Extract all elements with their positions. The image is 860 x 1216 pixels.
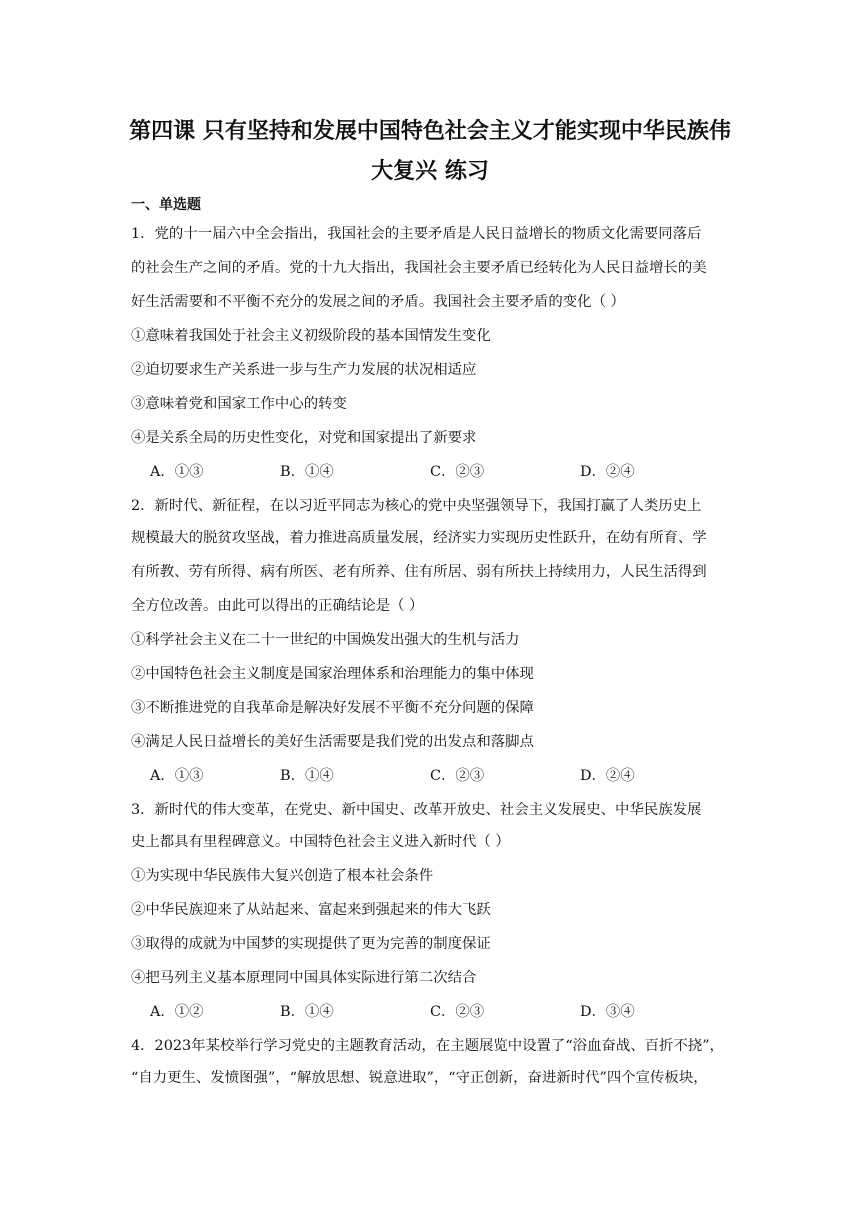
question-text-line: 1．党的十一届六中全会指出，我国社会的主要矛盾是人民日益增长的物质文化需要同落后 <box>131 226 702 242</box>
statement-2: ②中国特色社会主义制度是国家治理体系和治理能力的集中体现 <box>131 666 534 682</box>
statement-4: ④满足人民日益增长的美好生活需要是我们党的出发点和落脚点 <box>131 734 534 750</box>
question-text-line: 史上都具有里程碑意义。中国特色社会主义进入新时代（ ） <box>131 834 510 850</box>
section-heading: 一、单选题 <box>131 197 201 213</box>
option-a[interactable]: A．①③ <box>150 464 204 480</box>
question-text-line: 的社会生产之间的矛盾。党的十九大指出，我国社会主要矛盾已经转化为人民日益增长的美 <box>131 260 707 276</box>
option-b[interactable]: B．①④ <box>280 464 334 480</box>
statement-1: ①意味着我国处于社会主义初级阶段的基本国情发生变化 <box>131 328 491 344</box>
page-title-line-1: 第四课 只有坚持和发展中国特色社会主义才能实现中华民族伟 <box>129 119 731 144</box>
option-b[interactable]: B．①④ <box>280 768 334 784</box>
option-c[interactable]: C．②③ <box>430 464 485 480</box>
question-text-line: 规模最大的脱贫攻坚战，着力推进高质量发展，经济实力实现历史性跃升，在幼有所育、学 <box>131 530 707 546</box>
question-text-line: 4．2023年某校举行学习党史的主题教育活动，在主题展览中设置了“浴血奋战、百折不挠”， <box>131 1038 724 1054</box>
option-a[interactable]: A．①③ <box>150 768 204 784</box>
page-title-line-2: 大复兴 练习 <box>371 159 489 184</box>
option-d[interactable]: D．③④ <box>580 1004 635 1020</box>
option-b[interactable]: B．①④ <box>280 1004 334 1020</box>
option-d[interactable]: D．②④ <box>580 768 635 784</box>
question-text-line: 全方位改善。由此可以得出的正确结论是（ ） <box>131 598 424 614</box>
option-c[interactable]: C．②③ <box>430 768 485 784</box>
statement-1: ①科学社会主义在二十一世纪的中国焕发出强大的生机与活力 <box>131 632 520 648</box>
question-text-line: 好生活需要和不平衡不充分的发展之间的矛盾。我国社会主要矛盾的变化（ ） <box>131 294 625 310</box>
question-text-line: 3．新时代的伟大变革，在党史、新中国史、改革开放史、社会主义发展史、中华民族发展 <box>131 802 702 818</box>
question-text-line: 有所教、劳有所得、病有所医、老有所养、住有所居、弱有所扶上持续用力，人民生活得到 <box>131 564 707 580</box>
statement-4: ④是关系全局的历史性变化，对党和国家提出了新要求 <box>131 430 477 446</box>
question-text-line: 2．新时代、新征程，在以习近平同志为核心的党中央坚强领导下，我国打赢了人类历史上 <box>131 498 702 514</box>
statement-4: ④把马列主义基本原理同中国具体实际进行第二次结合 <box>131 970 477 986</box>
statement-2: ②迫切要求生产关系进一步与生产力发展的状况相适应 <box>131 362 477 378</box>
statement-3: ③不断推进党的自我革命是解决好发展不平衡不充分问题的保障 <box>131 700 534 716</box>
statement-3: ③意味着党和国家工作中心的转变 <box>131 396 347 412</box>
statement-3: ③取得的成就为中国梦的实现提供了更为完善的制度保证 <box>131 936 491 952</box>
statement-1: ①为实现中华民族伟大复兴创造了根本社会条件 <box>131 868 434 884</box>
question-text-line: “自力更生、发愤图强”，“解放思想、锐意进取”，“守正创新，奋进新时代”四个宣传板块， <box>131 1070 708 1086</box>
statement-2: ②中华民族迎来了从站起来、富起来到强起来的伟大飞跃 <box>131 902 491 918</box>
option-d[interactable]: D．②④ <box>580 464 635 480</box>
option-a[interactable]: A．①② <box>150 1004 204 1020</box>
option-c[interactable]: C．②③ <box>430 1004 485 1020</box>
